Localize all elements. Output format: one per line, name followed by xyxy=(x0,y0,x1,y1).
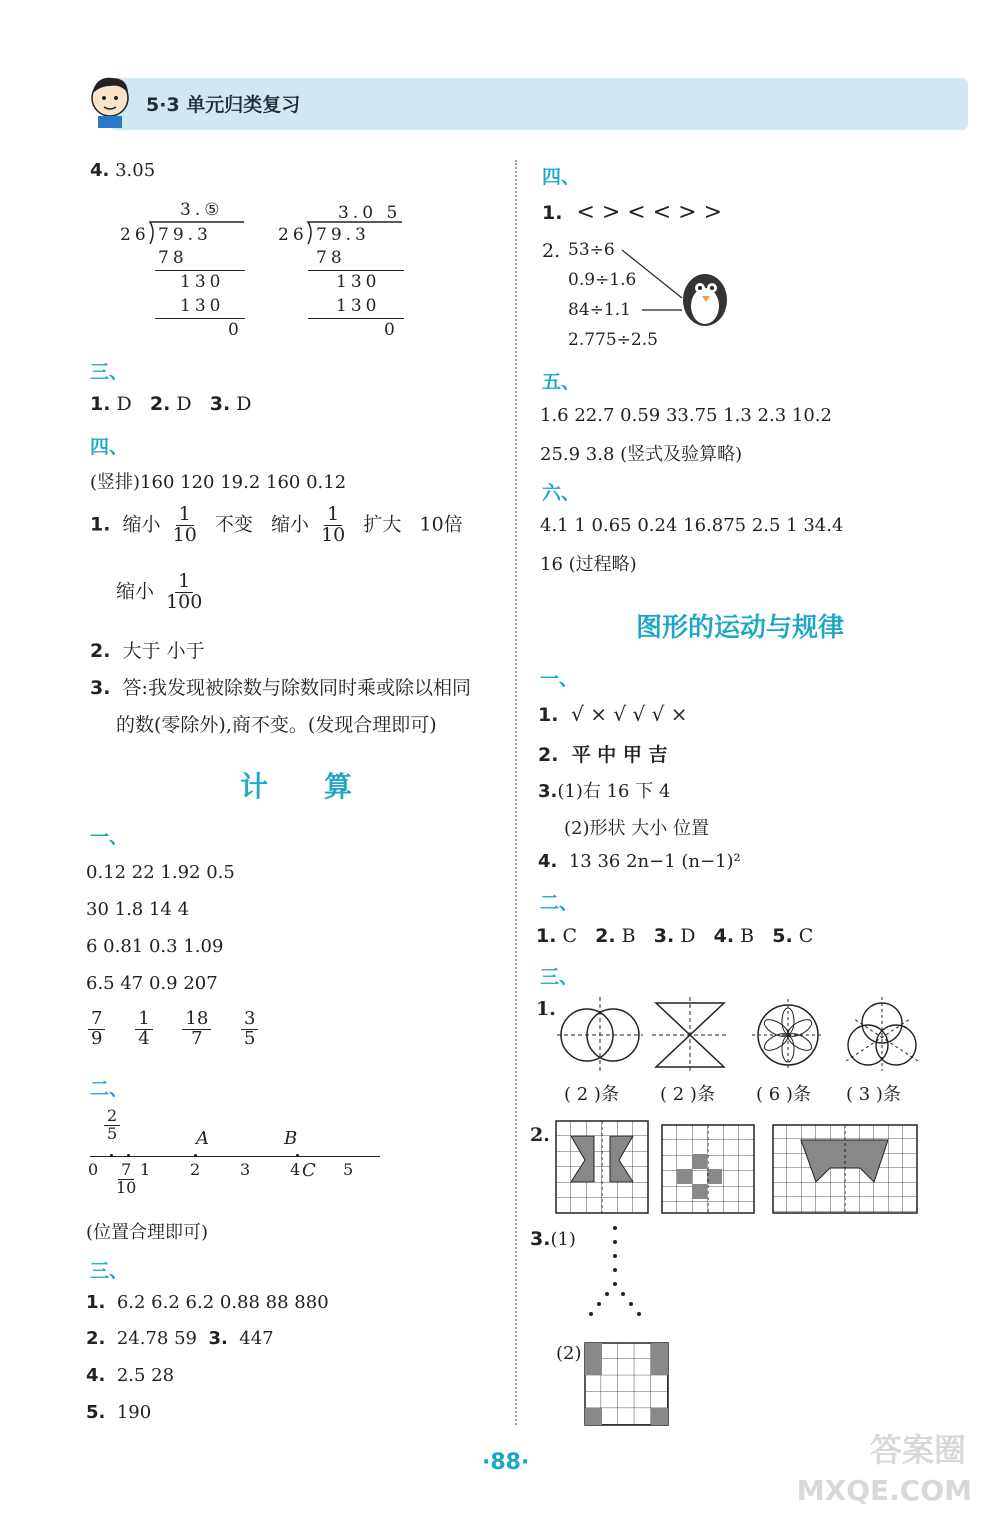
motion-q2: 2. 平 中 甲 吉 xyxy=(538,744,668,766)
right-s4-q1: 1. < > < < > > xyxy=(542,200,723,225)
tick-2: 2 xyxy=(190,1160,201,1179)
left-q4: 4. 3.05 xyxy=(90,160,156,181)
boy-mascot-icon xyxy=(82,72,138,128)
tick-3: 3 xyxy=(240,1160,251,1179)
right-s4-item4: 2.775÷2.5 xyxy=(568,330,658,350)
symmetry-circles-figure xyxy=(555,995,645,1075)
watermark-url: MXQE.COM xyxy=(796,1474,972,1507)
motion-sec3-q3-label: 3.(1) xyxy=(530,1228,576,1250)
tick-0: 0 xyxy=(88,1160,99,1179)
calc-sec1-row2: 30 1.8 14 4 xyxy=(86,899,190,920)
tick-1: 1 xyxy=(140,1160,151,1179)
symmetry-hourglass-figure xyxy=(650,995,730,1075)
motion-sec2-heading: 二、 xyxy=(540,892,579,914)
right-s4-item2: 0.9÷1.6 xyxy=(568,270,637,290)
tick-4: 4 xyxy=(290,1160,301,1179)
symmetry-count-2: ( 2 )条 xyxy=(660,1084,715,1105)
left-q3-line2: 的数(零除外),商不变。(发现合理即可) xyxy=(116,714,437,736)
point-A xyxy=(194,1154,197,1157)
number-line-axis xyxy=(90,1156,380,1157)
motion-sec3-q1-label: 1. xyxy=(536,998,556,1020)
grid-figure-2 xyxy=(661,1124,755,1214)
point-2-5 xyxy=(110,1154,113,1157)
calc-sec1-fractions: $\frac{7}{9}$ $\frac{1}{4}$ $\frac{18}{7}$ $\frac{3}{5}$ xyxy=(82,1010,264,1049)
right-s6-row1: 4.1 1 0.65 0.24 16.875 2.5 1 34.4 xyxy=(540,515,844,536)
header-title: 5·3 单元归类复习 xyxy=(146,94,301,116)
dot-pattern-figure xyxy=(585,1224,655,1324)
right-s5-row1: 1.6 22.7 0.59 33.75 1.3 2.3 10.2 xyxy=(540,405,832,426)
left-sec3-answers: 1. D 2. D 3. D xyxy=(90,393,252,415)
calc-sec1-row3: 6 0.81 0.3 1.09 xyxy=(86,936,224,957)
right-sec5-heading: 五、 xyxy=(542,371,581,393)
symmetry-count-1: ( 2 )条 xyxy=(564,1084,619,1105)
calc-sec1-row4: 6.5 47 0.9 207 xyxy=(86,973,218,994)
calc-sec3-q5: 5. 190 xyxy=(86,1402,152,1423)
right-s4-item3: 84÷1.1 xyxy=(568,300,631,320)
label-B: B xyxy=(284,1128,298,1149)
watermark-brand: 答案圈 xyxy=(869,1431,966,1469)
point-7-10 xyxy=(127,1154,130,1157)
right-s5-row2: 25.9 3.8 (竖式及验算略) xyxy=(540,444,743,465)
left-q3-line1: 3. 答:我发现被除数与除数同时乘或除以相同 xyxy=(90,677,471,699)
motion-sec2-answers: 1. C 2. B 3. D 4. B 5. C xyxy=(536,925,814,947)
symmetry-triangle-circles-figure xyxy=(840,995,924,1075)
motion-q1: 1. √ × √ √ √ × xyxy=(538,702,688,726)
right-s6-row2: 16 (过程略) xyxy=(540,554,637,575)
motion-q3b: (2)形状 大小 位置 xyxy=(564,818,709,839)
penguin-connect-icon xyxy=(620,240,740,330)
motion-sec3-heading: 三、 xyxy=(540,966,579,988)
symmetry-flower-figure xyxy=(748,995,828,1075)
tick-5: 5 xyxy=(343,1160,354,1179)
calc-sec3-q1: 1. 6.2 6.2 6.2 0.88 88 880 xyxy=(86,1292,329,1313)
calc-sec3-q2: 2. 24.78 59 3. 447 xyxy=(86,1328,274,1349)
calc-sec1-heading: 一、 xyxy=(90,826,129,848)
label-7-10: $\frac{7}{10}$ xyxy=(116,1160,137,1197)
motion-q4: 4. 13 36 2n−1 (n−1)² xyxy=(538,851,741,872)
motion-q3a: 3.(1)右 16 下 4 xyxy=(538,781,671,802)
pattern-grid-figure xyxy=(584,1342,670,1426)
calc-sec2-note: (位置合理即可) xyxy=(86,1222,209,1243)
symmetry-count-4: ( 3 )条 xyxy=(846,1084,901,1105)
motion-sec3-q2-label: 2. xyxy=(530,1124,550,1146)
grid-figure-1 xyxy=(555,1120,649,1214)
label-2-5: $\frac{2}{5}$ xyxy=(104,1108,120,1143)
left-sec3-heading: 三、 xyxy=(90,361,129,383)
calc-sec2-heading: 二、 xyxy=(90,1078,129,1100)
right-s4-item1: 53÷6 xyxy=(568,240,615,260)
right-sec4-heading: 四、 xyxy=(542,166,581,188)
calc-sec3-q4: 4. 2.5 28 xyxy=(86,1365,175,1386)
topic-calculation: 计 算 xyxy=(240,770,353,803)
column-divider xyxy=(515,160,517,1425)
symmetry-count-3: ( 6 )条 xyxy=(756,1084,811,1105)
left-sec4-line: (竖排)160 120 19.2 160 0.12 xyxy=(90,472,347,493)
label-A: A xyxy=(196,1128,209,1149)
left-q1-row1: 1. 缩小 $\frac{1}{10}$ 不变 缩小 $\frac{1}{10}$ 扩大 10倍 xyxy=(90,503,463,546)
left-q2: 2. 大于 小于 xyxy=(90,640,205,662)
topic-motion: 图形的运动与规律 xyxy=(636,613,845,643)
left-sec4-heading: 四、 xyxy=(90,436,129,458)
grid-figure-3 xyxy=(772,1124,918,1214)
motion-sec3-q3-part2-label: (2) xyxy=(556,1343,582,1364)
right-sec6-heading: 六、 xyxy=(542,482,581,504)
point-B xyxy=(296,1154,299,1157)
right-s4-q2-label: 2. xyxy=(542,240,561,262)
motion-sec1-heading: 一、 xyxy=(540,668,579,690)
page-number: ·88· xyxy=(482,1450,530,1475)
left-q1-row2: 缩小 $\frac{1}{100}$ xyxy=(116,570,203,613)
calc-sec1-row1: 0.12 22 1.92 0.5 xyxy=(86,862,235,883)
label-C: C xyxy=(302,1160,316,1181)
calc-sec3-heading: 三、 xyxy=(90,1260,129,1282)
